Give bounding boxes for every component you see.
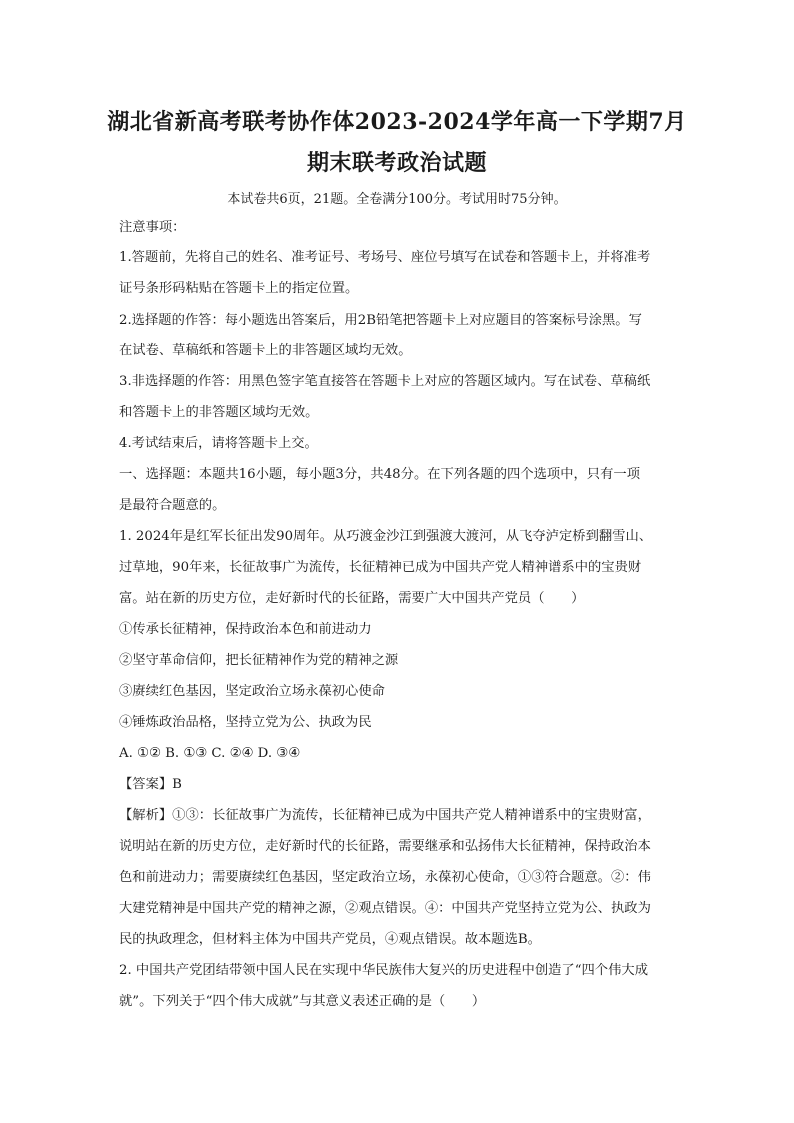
notice-item: 2.选择题的作答：每小题选出答案后，用2B铅笔把答题卡上对应题目的答案标号涂黑。写	[119, 313, 642, 328]
question-1-stem: 过草地，90年来，长征故事广为流传，长征精神已成为中国共产党人精神谱系中的宝贵财	[119, 560, 642, 575]
section-heading-cont: 是最符合题意的。	[119, 498, 226, 513]
question-1-choices: A. ①② B. ①③ C. ②④ D. ③④	[119, 746, 301, 761]
section-heading: 一、选择题：本题共16小题，每小题3分，共48分。在下列各题的四个选项中，只有一项	[119, 467, 640, 482]
exam-title-line-1: 湖北省新高考联考协作体2023-2024学年高一下学期7月	[107, 109, 687, 135]
question-1-option: ④锤炼政治品格，坚持立党为公、执政为民	[119, 715, 372, 730]
notice-item: 证号条形码粘贴在答题卡上的指定位置。	[119, 281, 359, 296]
question-1-analysis: 【解析】①③：长征故事广为流传，长征精神已成为中国共产党人精神谱系中的宝贵财富，	[119, 808, 651, 823]
notice-item: 3.非选择题的作答：用黑色签字笔直接答在答题卡上对应的答题区域内。写在试卷、草稿纸	[119, 374, 651, 389]
question-1-analysis: 色和前进动力；需要赓续红色基因，坚定政治立场，永葆初心使命，①③符合题意。②：伟	[119, 870, 651, 885]
question-1-option: ②坚守革命信仰，把长征精神作为党的精神之源	[119, 653, 399, 668]
question-1-stem: 富。站在新的历史方位，走好新时代的长征路，需要广大中国共产党员（ ）	[119, 591, 585, 606]
question-1-answer: 【答案】B	[119, 777, 182, 792]
question-1-analysis: 民的执政理念，但材料主体为中国共产党员，④观点错误。故本题选B。	[119, 932, 541, 947]
exam-info: 本试卷共6页，21题。全卷满分100分。考试用时75分钟。	[227, 192, 567, 207]
question-2-stem: 2. 中国共产党团结带领中国人民在实现中华民族伟大复兴的历史进程中创造了“四个伟大成	[119, 963, 648, 978]
question-1-option: ①传承长征精神，保持政治本色和前进动力	[119, 622, 372, 637]
question-1-analysis: 大建党精神是中国共产党的精神之源，②观点错误。④：中国共产党坚持立党为公、执政为	[119, 901, 651, 916]
exam-title-line-2: 期末联考政治试题	[306, 150, 487, 176]
notice-item: 1.答题前，先将自己的姓名、准考证号、考场号、座位号填写在试卷和答题卡上，并将准考	[119, 250, 651, 265]
notice-heading: 注意事项：	[119, 220, 186, 235]
question-1-analysis: 说明站在新的历史方位，走好新时代的长征路，需要继承和弘扬伟大长征精神，保持政治本	[119, 839, 651, 854]
question-2-stem: 就”。下列关于“四个伟大成就”与其意义表述正确的是（ ）	[119, 994, 486, 1009]
notice-item: 和答题卡上的非答题区域均无效。	[119, 405, 319, 420]
notice-item: 在试卷、草稿纸和答题卡上的非答题区域均无效。	[119, 343, 412, 358]
question-1-option: ③赓续红色基因，坚定政治立场永葆初心使命	[119, 684, 385, 699]
question-1-stem: 1. 2024年是红军长征出发90周年。从巧渡金沙江到强渡大渡河，从飞夺泸定桥到翻雪山、	[119, 529, 653, 544]
notice-item: 4.考试结束后，请将答题卡上交。	[119, 436, 318, 451]
